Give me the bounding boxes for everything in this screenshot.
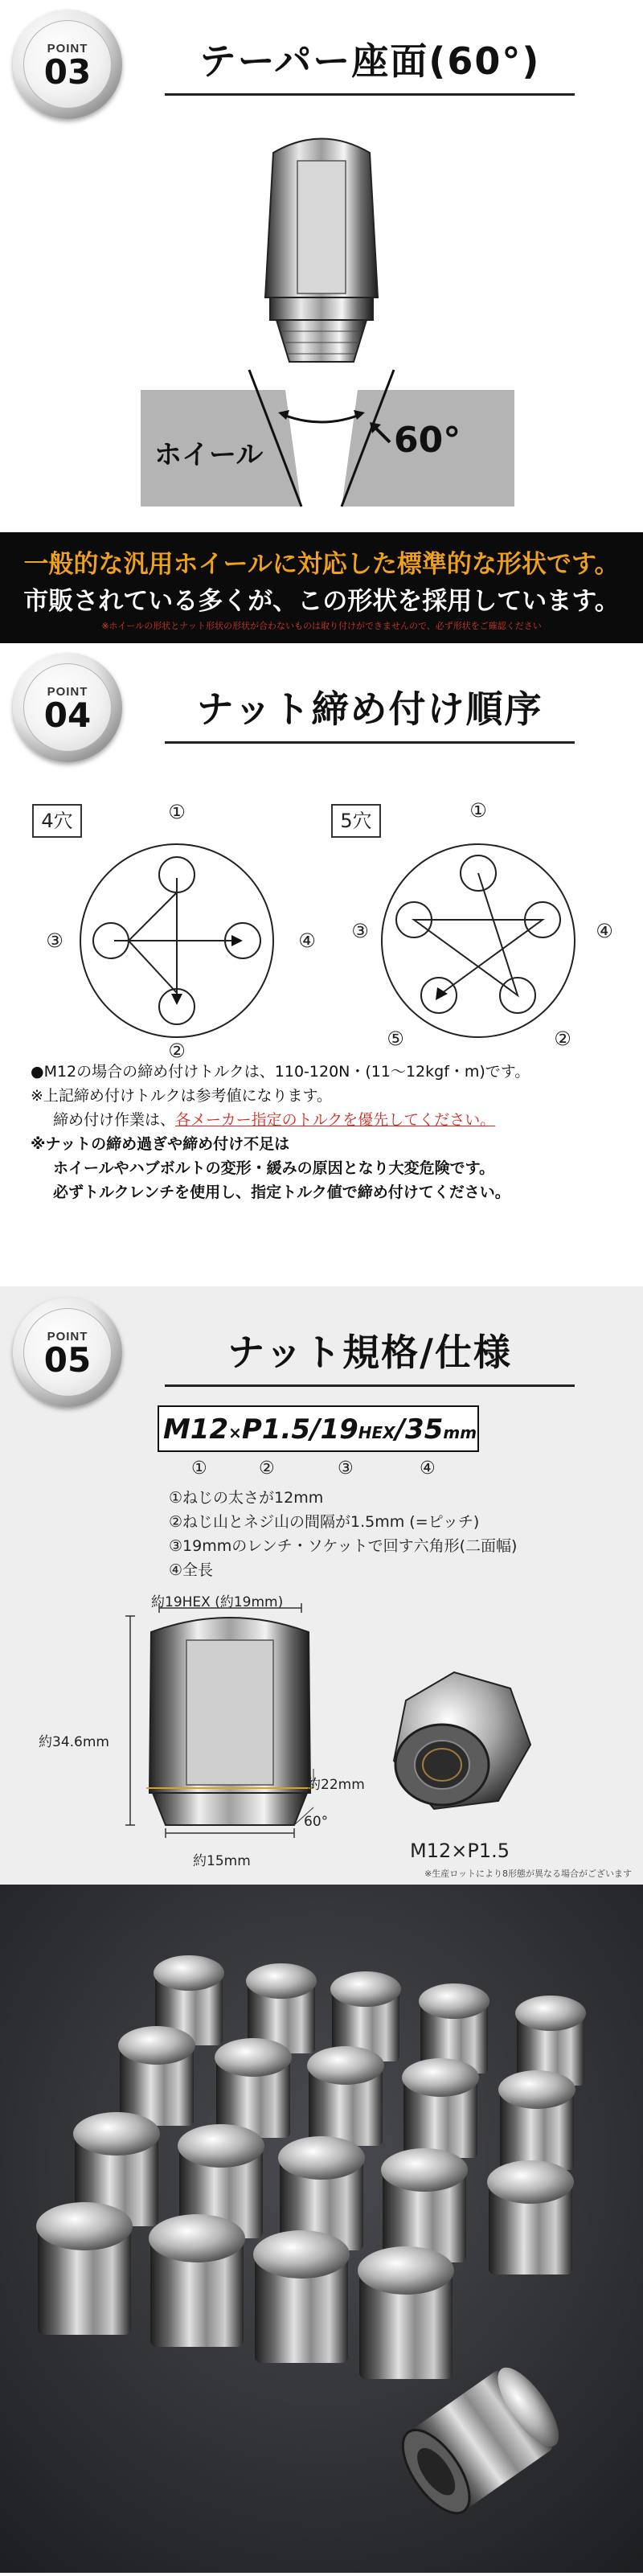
lug-nut-illustration	[241, 129, 402, 370]
five-hole-diagram	[346, 799, 627, 1061]
five-order-1: ①	[469, 799, 487, 822]
spec-list-item: ③19mmのレンチ・ソケットで回す六角形(二面幅)	[169, 1537, 518, 1555]
spec-code: M12×P1.5/19HEX/35mm	[162, 1413, 477, 1446]
angle-arrow-icon	[370, 422, 394, 446]
five-hole-label: 5穴	[331, 804, 381, 838]
four-order-3: ③	[46, 929, 63, 952]
thread-label: M12×P1.5	[410, 1840, 510, 1862]
point-badge	[13, 653, 122, 762]
four-hole-label: 4穴	[32, 804, 82, 838]
spec-list-item: ①ねじの太さが12mm	[169, 1489, 324, 1507]
point-05-section	[0, 1286, 643, 1885]
point-badge	[13, 1298, 122, 1407]
note-priority	[31, 1108, 625, 1132]
note-priority-prefix: 締め付け作業は、	[53, 1111, 176, 1129]
dim-seat-label: 約22mm	[307, 1777, 365, 1793]
dim-height-label: 約34.6mm	[39, 1734, 109, 1750]
four-order-4: ④	[298, 929, 316, 952]
dim-angle-label: 60°	[304, 1814, 329, 1830]
four-order-2: ②	[168, 1040, 186, 1062]
spec-thread: M12	[162, 1413, 229, 1446]
badge-number: 04	[43, 695, 92, 735]
section-title: ナット締め付け順序	[196, 687, 543, 731]
spec-list	[169, 1486, 517, 1582]
point-04-section	[0, 643, 643, 1286]
banner-line-2: 市販されている多くが、この形状を採用しています。	[23, 587, 620, 616]
five-order-4: ④	[596, 920, 613, 942]
spec-pitch: P1.5	[241, 1413, 311, 1446]
note-priority-emphasis: 各メーカー指定のトルクを優先してください。	[175, 1111, 496, 1129]
note-reference: ※上記締め付けトルクは参考値になります。	[31, 1087, 333, 1105]
badge-label: POINT	[47, 42, 88, 55]
spec-list-item: ②ねじ山とネジ山の間隔が1.5mm (=ピッチ)	[169, 1513, 480, 1531]
five-order-5: ⑤	[387, 1028, 404, 1050]
badge-label: POINT	[47, 685, 88, 699]
banner-note: ※ホイールの形状とナット形状の形状が合わないものは取り付けができませんので、必ず形状をご確認ください	[101, 621, 542, 631]
spec-index-2: ②	[259, 1458, 275, 1479]
point-03-section	[0, 0, 643, 643]
spec-index-3: ③	[338, 1458, 354, 1479]
info-banner	[0, 532, 643, 643]
five-order-2: ②	[554, 1028, 571, 1050]
title-underline	[165, 741, 575, 744]
point-badge	[13, 10, 122, 119]
badge-number: 05	[43, 1340, 92, 1380]
angle-label: 60°	[394, 420, 461, 461]
badge-label: POINT	[47, 1330, 88, 1343]
five-order-3: ③	[351, 920, 369, 942]
four-hole-diagram	[46, 801, 322, 1062]
taper-seat-diagram	[273, 354, 370, 515]
badge-number: 03	[43, 52, 92, 92]
note-warning-1: ※ナットの締め過ぎや締め付け不足は	[31, 1135, 290, 1153]
note-warning-3: 必ずトルクレンチを使用し、指定トルク値で締め付けてください。	[53, 1183, 510, 1201]
four-order-1: ①	[168, 801, 186, 823]
section-title: ナット規格/仕様	[227, 1331, 512, 1374]
section-title: テーパー座面(60°)	[199, 39, 541, 83]
spec-index-4: ④	[420, 1458, 436, 1479]
spec-length-unit: mm	[443, 1423, 477, 1442]
banner-line-1: 一般的な汎用ホイールに対応した標準的な形状です。	[23, 550, 620, 579]
dim-width-label: 約15mm	[193, 1853, 251, 1869]
spec-length: 35	[405, 1413, 444, 1446]
dim-hex-label: 約19HEX (約19mm)	[151, 1594, 284, 1610]
title-underline	[165, 1384, 575, 1387]
nut-thread-view	[378, 1664, 539, 1825]
nut-dimension-diagram	[72, 1608, 378, 1849]
footnote: ※生産ロットにより8形態が異なる場合がございます	[424, 1868, 632, 1879]
spec-index-1: ①	[191, 1458, 207, 1479]
title-underline	[165, 93, 575, 96]
lug-nuts-photo	[0, 1885, 643, 2573]
note-warning-2: ホイールやハブボルトの変形・緩みの原因となり大変危険です。	[53, 1159, 495, 1177]
spec-list-item: ④全長	[169, 1561, 214, 1579]
spec-hex-unit: HEX	[358, 1423, 395, 1442]
product-photo-section	[0, 1885, 643, 2573]
note-torque: ●M12の場合の締め付けトルクは、110-120N・(11〜12kgf・m)です。	[31, 1063, 530, 1081]
spec-box	[158, 1405, 479, 1452]
wheel-label: ホイール	[154, 439, 264, 471]
torque-notes	[31, 1060, 625, 1204]
spec-hex: 19	[320, 1413, 358, 1446]
